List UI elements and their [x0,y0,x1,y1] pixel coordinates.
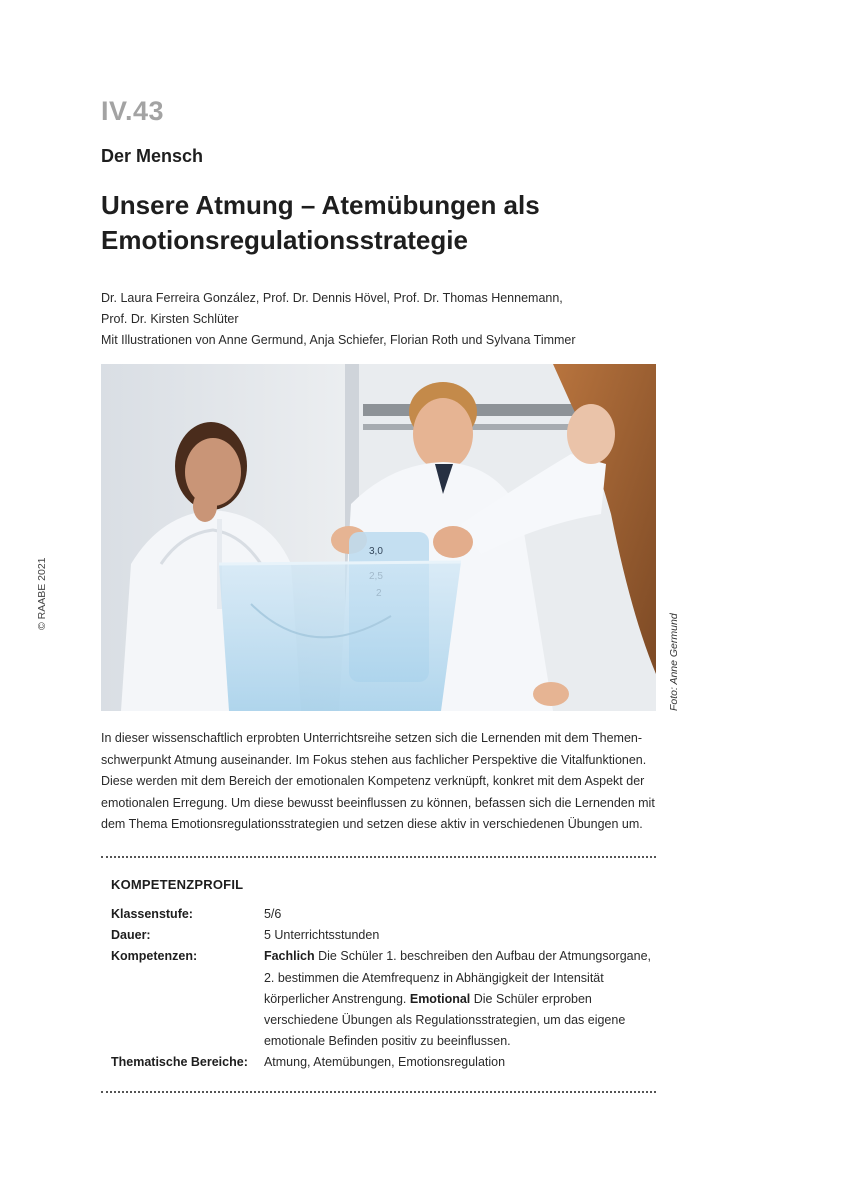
kompetenzen-line-5: emotionale Befinden positiv zu beeinflussen. [263,1034,511,1049]
intro-line: Diese werden mit dem Bereich der emotionalen Kompetenz verknüpft, konkret mit dem Aspekt der [101,774,645,788]
dauer-value: 5 Unterrichtsstunden [263,928,380,943]
title-line-2: Emotionsregulationsstrategie [101,225,468,255]
bereiche-value: Atmung, Atemübungen, Emotionsregulation [263,1055,506,1070]
intro-line: dem Thema Emotionsregulationsstrategien und setzen diese aktiv in verschiedenen Übungen um. [101,817,643,831]
divider-top [101,856,656,858]
bereiche-label: Thematische Bereiche: [111,1055,248,1070]
title-line-1: Unsere Atmung – Atemübungen als [101,190,540,220]
cover-photo [101,364,656,711]
kompetenzen-line-3-start: körperlicher Anstrengung. [263,991,410,1006]
kompetenzen-line-1-text: Die Schüler 1. beschreiben den Aufbau der Atmungsorgane, [314,949,651,964]
profile-row-klassenstufe [111,904,651,925]
author-block [101,288,661,351]
kompetenzen-line-2: 2. bestimmen die Atemfrequenz in Abhängigkeit der Intensität [263,970,604,985]
intro-line: schwerpunkt Atmung auseinander. Im Fokus stehen aus fachlicher Perspektive die Vitalfunktionen. [101,752,647,767]
kompetenzen-line-3 [264,989,651,1010]
bottle-mark-1: 3,0 [369,546,383,557]
kompetenzen-label: Kompetenzen: [111,949,198,964]
intro-line: In dieser wissenschaftlich erprobten Unterrichtsreihe setzen sich die Lernenden mit dem Themen- [101,731,643,745]
authors-line-2: Prof. Dr. Kirsten Schlüter [101,312,239,326]
intro-line: emotionalen Erregung. Um diese bewusst beeinflussen zu können, befassen sich die Lernenden mit [101,795,655,810]
copyright-notice: © RAABE 2021 [36,557,48,630]
kompetenzen-line-4: verschiedene Übungen als Regulationsstrategien, um das eigene [263,1013,626,1028]
competence-profile-heading: KOMPETENZPROFIL [111,877,244,892]
kompetenzen-line-1 [264,946,651,967]
kompetenzen-value [264,946,651,1052]
subject-heading: Der Mensch [101,146,204,166]
photo-basin [219,562,461,711]
page-title [101,188,661,258]
profile-row-dauer [111,925,651,946]
competence-profile-table [111,904,651,1074]
klassenstufe-value: 5/6 [263,907,282,921]
fachlich-keyword: Fachlich [263,949,315,964]
photo-credit: Foto: Anne Germund [668,613,680,711]
dauer-label: Dauer: [111,928,151,943]
kompetenzen-line-3-rest: Die Schüler erproben [470,991,592,1006]
photo-illustration [101,364,656,711]
section-code: IV.43 [101,96,165,126]
emotional-keyword: Emotional [409,991,471,1006]
profile-row-kompetenzen [111,946,651,1052]
klassenstufe-label: Klassenstufe: [111,907,193,921]
authors-line-1: Dr. Laura Ferreira González, Prof. Dr. Dennis Hövel, Prof. Dr. Thomas Hennemann, [101,291,563,305]
divider-bottom [101,1091,656,1093]
profile-row-bereiche [111,1052,651,1073]
illustrators-line: Mit Illustrationen von Anne Germund, Anja Schiefer, Florian Roth und Sylvana Timmer [101,333,576,347]
intro-paragraph [101,728,661,836]
